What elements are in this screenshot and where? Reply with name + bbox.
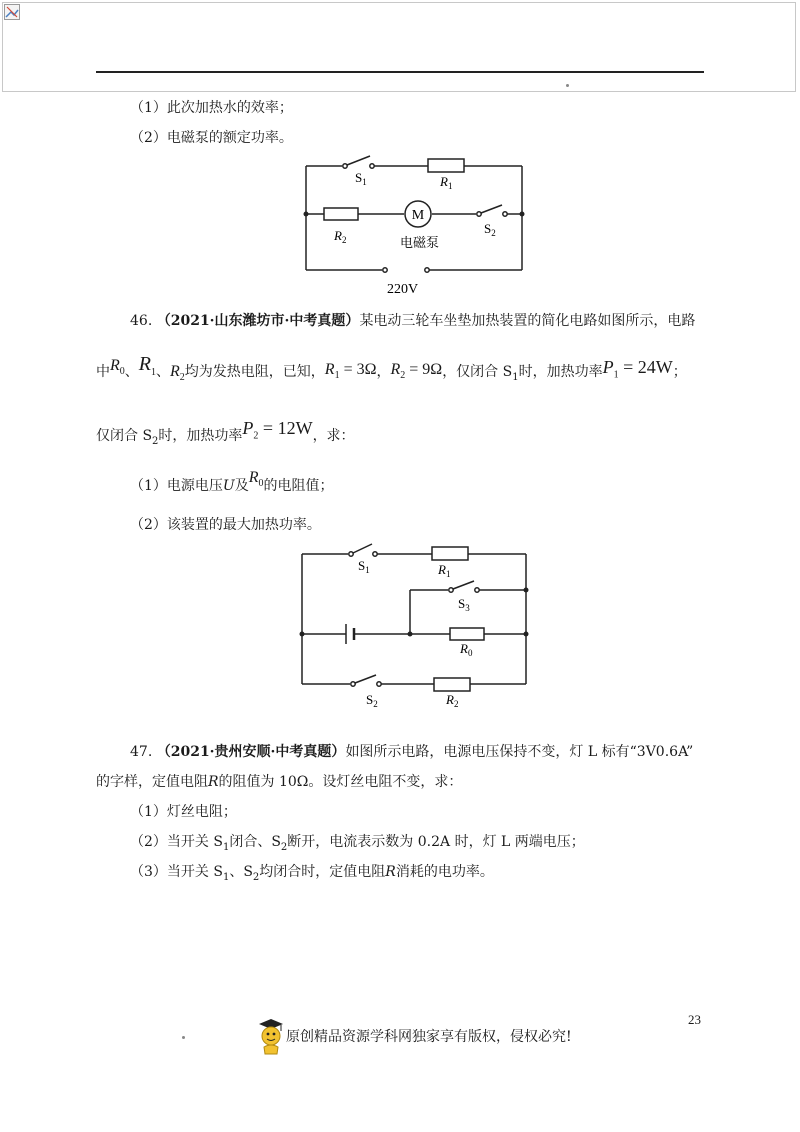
q46-number: 46. — [130, 313, 153, 329]
voltage-label: 220V — [387, 282, 419, 297]
q45-r2-label: $R_2$ — [334, 228, 347, 245]
q47-item-2: （2）当开关 $S_1$闭合、$S_2$断开，电流表示数为 0.2A 时，灯 L 两端电压； — [130, 834, 585, 853]
q47-item-1: （1）灯丝电阻； — [130, 804, 237, 820]
q45-s1-label: $S_1$ — [355, 170, 367, 187]
footer-copyright — [258, 1016, 572, 1056]
q46-r0-label: $R_0$ — [460, 641, 473, 658]
q46-s2-label: $S_2$ — [366, 692, 378, 709]
q46-source: （2021·山东潍坊市·中考真题） — [156, 313, 360, 329]
q46-heading — [130, 311, 695, 331]
broken-image-icon — [4, 4, 20, 20]
footer-dot — [182, 1036, 185, 1039]
q45-item-2: （2）电磁泵的额定功率。 — [130, 130, 293, 146]
q46-r2-label: $R_2$ — [446, 692, 459, 709]
q47-number: 47. — [130, 744, 153, 760]
q46-line-3: 仅闭合 $S_2$时，加热功率$P_2 = 12W$，求： — [96, 418, 355, 447]
q45-circuit-diagram — [298, 150, 530, 298]
q46-line-2: 中$R_0$、$R_1$、$R_2$均为发热电阻，已知，$R_1 = 3\Omega$，$R_2 = 9\Omega$，仅闭合 $S_1$时，加热功率$P_1 = 24W$； — [96, 353, 687, 384]
q46-intro: 某电动三轮车坐垫加热装置的简化电路如图所示，电路 — [359, 313, 696, 329]
q46-s3-label: $S_3$ — [458, 596, 470, 613]
q45-s2-label: $S_2$ — [484, 221, 496, 238]
q47-source: （2021·贵州安顺·中考真题） — [156, 744, 346, 760]
q46-circuit-diagram — [294, 538, 534, 714]
q47-intro: 如图所示电路，电源电压保持不变，灯 L 标有“3V0.6A” — [345, 744, 694, 760]
q47-heading — [130, 742, 693, 762]
q45-r1-label: $R_1$ — [440, 174, 453, 191]
header-dot — [566, 84, 569, 87]
page-number: 23 — [688, 1012, 701, 1027]
q46-item-1: （1）电源电压U及$R_0$的电阻值； — [130, 469, 334, 494]
header-frame — [2, 2, 796, 92]
header-rule — [96, 71, 704, 73]
q47-line-2: 的字样，定值电阻R的阻值为 10Ω。设灯丝电阻不变，求： — [96, 774, 463, 790]
copyright-text: 原创精品资源学科网独家享有版权，侵权必究! — [286, 1029, 572, 1045]
q46-s1-label: $S_1$ — [358, 558, 370, 575]
q46-r1-label: $R_1$ — [438, 562, 451, 579]
pump-label: 电磁泵 — [400, 235, 440, 250]
q45-item-1: （1）此次加热水的效率； — [130, 100, 293, 116]
q46-item-2: （2）该装置的最大加热功率。 — [130, 517, 321, 533]
q47-item-3: （3）当开关 $S_1$、$S_2$均闭合时，定值电阻R消耗的电功率。 — [130, 864, 494, 883]
graduate-mascot-icon — [258, 1017, 284, 1055]
motor-label: M — [411, 208, 425, 223]
